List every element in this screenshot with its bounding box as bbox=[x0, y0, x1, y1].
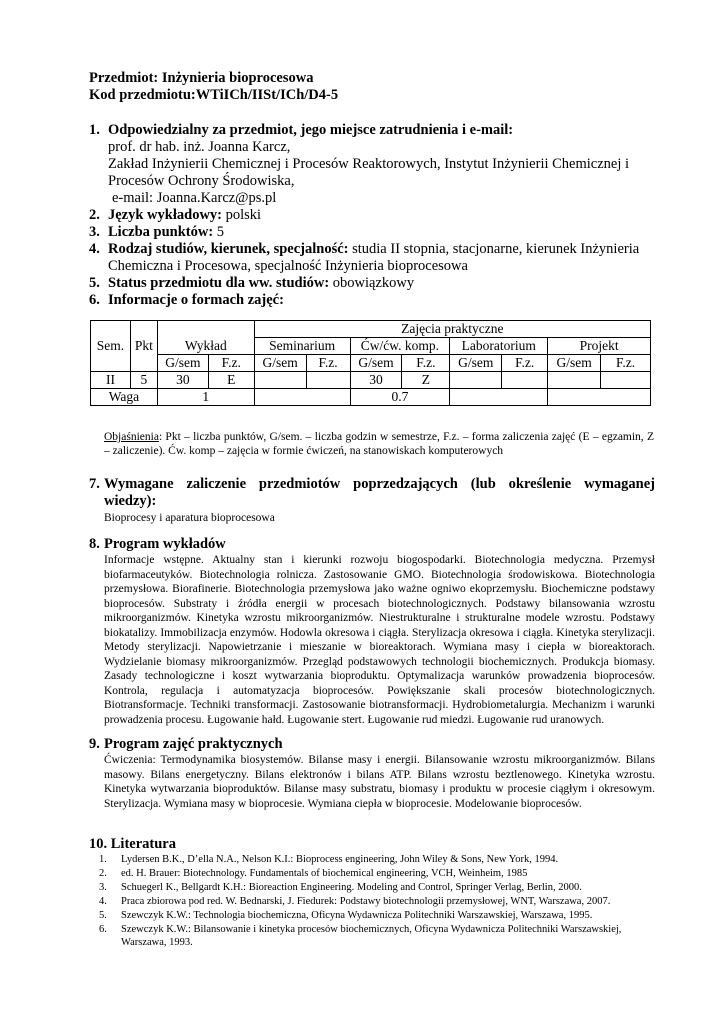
subject-code: Kod przedmiotu:WTiICh/IISt/ICh/D4-5 bbox=[89, 87, 339, 103]
list-item bbox=[89, 923, 655, 949]
list-item bbox=[89, 895, 655, 908]
explanation-text: : Pkt – liczba punktów, G/sem. – liczba godzin w semestrze, F.z. – forma zaliczenia zajęć (E – egzamin, Z – zaliczenie). Ćw. komp – zajęcia w formie ćwiczeń, na stanowiskach komputerowych bbox=[104, 431, 654, 457]
list-item bbox=[89, 881, 655, 894]
weight-lecture: 1 bbox=[157, 389, 254, 406]
section-title: Program wykładów bbox=[104, 536, 226, 552]
header-projekt: Projekt bbox=[548, 338, 651, 355]
item-number: 5. bbox=[89, 275, 100, 291]
item-responsible bbox=[89, 122, 659, 207]
header-wyklad: Wykład bbox=[157, 321, 254, 355]
item-label: Rodzaj studiów, kierunek, specjalność: bbox=[108, 241, 349, 257]
reference-number: 1. bbox=[99, 854, 107, 865]
table-cell bbox=[254, 372, 306, 389]
header-fz: F.z. bbox=[306, 355, 350, 372]
reference-text: Lydersen B.K., D’ella N.A., Nelson K.I.: Bioprocess engineering, John Wiley & Sons, New York, 1994. bbox=[121, 854, 559, 865]
table-cell: 5 bbox=[130, 372, 157, 389]
header-pkt: Pkt bbox=[130, 321, 157, 372]
section-prerequisites bbox=[89, 476, 655, 525]
reference-list bbox=[89, 853, 655, 949]
table-cell bbox=[502, 372, 548, 389]
header-gsem: G/sem bbox=[350, 355, 402, 372]
section-text: Bioprocesy i aparatura bioprocesowa bbox=[104, 512, 275, 524]
section-title: Wymagane zaliczenie przedmiotów poprzedzających (lub określenie wymaganej wiedzy): bbox=[104, 476, 655, 509]
section-number: 8. bbox=[89, 536, 100, 552]
forms-table bbox=[90, 320, 651, 406]
item-value: 5 bbox=[213, 224, 225, 240]
item-status bbox=[89, 275, 659, 292]
list-item bbox=[89, 909, 655, 922]
header-gsem: G/sem bbox=[450, 355, 502, 372]
section-number: 9. bbox=[89, 736, 100, 752]
list-item bbox=[89, 867, 655, 880]
item-language bbox=[89, 207, 659, 224]
subject-title: Przedmiot: Inżynieria bioprocesowa bbox=[89, 70, 314, 86]
table-cell bbox=[548, 372, 601, 389]
section-literature bbox=[89, 836, 655, 950]
item-label: Język wykładowy: bbox=[108, 207, 222, 223]
table-cell: 30 bbox=[157, 372, 208, 389]
table-cell: E bbox=[208, 372, 254, 389]
weight-exercise: 0.7 bbox=[350, 389, 450, 406]
item-number: 6. bbox=[89, 292, 100, 308]
section-lectures bbox=[89, 536, 655, 727]
header-laboratorium: Laboratorium bbox=[450, 338, 548, 355]
header-gsem: G/sem bbox=[548, 355, 601, 372]
reference-text: Schuegerl K., Bellgardt K.H.: Bioreaction Engineering. Modeling and Control, Springer Verlag, Berlin, 2000. bbox=[121, 882, 582, 893]
item-label: Odpowiedzialny za przedmiot, jego miejsce zatrudnienia i e-mail: bbox=[108, 122, 514, 138]
item-value: polski bbox=[222, 207, 262, 223]
header-cwiczenia: Ćw/ćw. komp. bbox=[350, 338, 450, 355]
item-number: 4. bbox=[89, 241, 100, 257]
section-number: 10. bbox=[89, 836, 108, 852]
explanation bbox=[104, 430, 654, 458]
section-title: Program zajęć praktycznych bbox=[104, 736, 283, 752]
weight-label: Waga bbox=[91, 389, 158, 406]
header-gsem: G/sem bbox=[157, 355, 208, 372]
table-cell: 30 bbox=[350, 372, 402, 389]
list-item bbox=[89, 853, 655, 866]
header-fz: F.z. bbox=[402, 355, 450, 372]
reference-number: 6. bbox=[99, 924, 107, 935]
table-row bbox=[91, 372, 651, 389]
item-number: 3. bbox=[89, 224, 100, 240]
item-study-type bbox=[89, 241, 659, 275]
item-number: 1. bbox=[89, 122, 100, 138]
header-sem: Sem. bbox=[91, 321, 131, 372]
table-cell bbox=[601, 372, 651, 389]
header-fz: F.z. bbox=[502, 355, 548, 372]
table-row-weight bbox=[91, 389, 651, 406]
item-forms bbox=[89, 292, 659, 309]
header-seminarium: Seminarium bbox=[254, 338, 350, 355]
responsible-email: e-mail: Joanna.Karcz@ps.pl bbox=[112, 190, 277, 206]
item-label: Status przedmiotu dla ww. studiów: bbox=[108, 275, 330, 291]
item-value-cont: Chemiczna i Procesowa, specjalność Inżynieria bioprocesowa bbox=[108, 258, 468, 274]
item-value: obowiązkowy bbox=[329, 275, 415, 291]
item-label: Informacje o formach zajęć: bbox=[108, 292, 284, 308]
table-cell: Z bbox=[402, 372, 450, 389]
section-title bbox=[89, 836, 655, 853]
item-value: studia II stopnia, stacjonarne, kierunek Inżynieria bbox=[348, 241, 640, 257]
table-cell: II bbox=[91, 372, 131, 389]
weight-lab bbox=[450, 389, 548, 406]
reference-text: ed. H. Brauer: Biotechnology. Fundamentals of biochemical engineering, VCH, Weinheim, 1985 bbox=[121, 868, 528, 879]
header-zajecia: Zajęcia praktyczne bbox=[254, 321, 650, 338]
header-fz: F.z. bbox=[601, 355, 651, 372]
explanation-lead: Objaśnienia bbox=[104, 431, 159, 443]
reference-number: 3. bbox=[99, 882, 107, 893]
section-text: Ćwiczenia: Termodynamika biosystemów. Bilanse masy i energii. Bilansowanie wzrostu mikroorganizmów. Bilans masowy. Bilans energetyczny. Bilans elektronów i bilans ATP. Bilans wzrostu beztlenowego. Kinetyka wzrostu. Kinetyka wytwarzania bioproduktów. Bilanse masy substratu, biomasy i produktu w procesie ciągłym i okresowym. Sterylizacja. Wymiana masy w bioprocesie. Wymiana ciepła w bioprocesie. Modelowanie bioprocesów. bbox=[104, 754, 655, 810]
item-label: Liczba punktów: bbox=[108, 224, 214, 240]
reference-text: Szewczyk K.W.: Bilansowanie i kinetyka procesów biochemicznych, Oficyna Wydawnicza Politechniki Warszawskiej, Warszawa, 1993. bbox=[121, 924, 622, 948]
table-cell bbox=[450, 372, 502, 389]
reference-number: 4. bbox=[99, 896, 107, 907]
item-points bbox=[89, 224, 659, 241]
item-number: 2. bbox=[89, 207, 100, 223]
reference-text: Szewczyk K.W.: Technologia biochemiczna, Oficyna Wydawnicza Politechniki Warszawskiej, Warszawa, 1995. bbox=[121, 910, 593, 921]
responsible-unit-cont: Procesów Ochrony Środowiska, bbox=[108, 173, 295, 189]
header-gsem: G/sem bbox=[254, 355, 306, 372]
section-number: 7. bbox=[89, 476, 100, 492]
header-fz: F.z. bbox=[208, 355, 254, 372]
weight-seminar bbox=[254, 389, 350, 406]
weight-project bbox=[548, 389, 651, 406]
responsible-name: prof. dr hab. inż. Joanna Karcz, bbox=[108, 139, 291, 155]
section-practical bbox=[89, 736, 655, 811]
reference-number: 2. bbox=[99, 868, 107, 879]
section-text: Informacje wstępne. Aktualny stan i kierunki rozwoju biogospodarki. Biotechnologia medyczna. Przemysł biofarmaceutyków. Biotechnologia rolnicza. Zastosowanie GMO. Biotechnologia środowiskowa. Biotechnologia przemysłowa. Biorafinerie. Biotechnologia przemysłowa jako ważne ogniwo ekoprzemysłu. Biochemiczne podstawy bioprocesów. Substraty i źródła energii w procesach biotechnologicznych. Podstawy bilansowania wzrostu mikroorganizmów. Kinetyka wzrostu mikroorganizmów. Niestrukturalne i strukturalne modele wzrostu. Podstawy biokatalizy. Immobilizacja enzymów. Hodowla okresowa i ciągła. Sterylizacja okresowa i ciągła. Kinetyka sterylizacji. Metody sterylizacji. Napowietrzanie i mieszanie w bioreaktorach. Wymiana masy i ciepła w bioreaktorach. Wydzielanie biomasy mikroorganizmów. Przegląd podstawowych technologii biochemicznych. Produkcja biomasy. Zasady technologiczne i koszt wytwarzania bioproduktu. Optymalizacja warunków prowadzenia bioprocesów. Kontrola, regulacja i automatyzacja bioprocesów. Powiększanie skali procesów biotechnologicznych. Biotransformacje. Techniki transformacji. Zastosowanie biotransformacji. Hydrobiometalurgia. Mechanizm i warunki prowadzenia procesu. Ługowanie hałd. Ługowanie stert. Ługowanie rud miedzi. Ługowanie rud uranowych. bbox=[104, 554, 655, 726]
reference-number: 5. bbox=[99, 910, 107, 921]
section-title-text: Literatura bbox=[110, 836, 176, 852]
table-cell bbox=[306, 372, 350, 389]
responsible-unit: Zakład Inżynierii Chemicznej i Procesów Reaktorowych, Instytut Inżynierii Chemicznej i bbox=[108, 156, 630, 172]
reference-text: Praca zbiorowa pod red. W. Bednarski, J. Fiedurek: Podstawy biotechnologii przemysłowej, WNT, Warszawa, 2007. bbox=[121, 896, 611, 907]
